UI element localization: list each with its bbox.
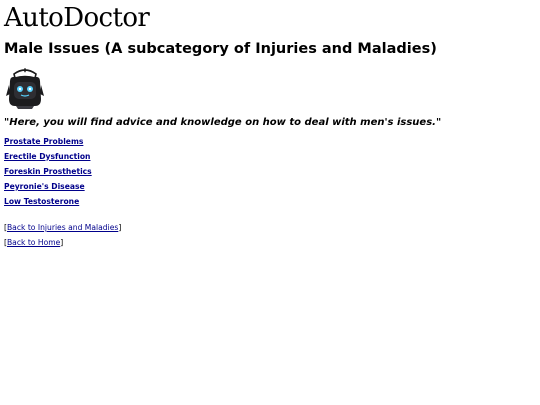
topic-link-low-testosterone[interactable]: Low Testosterone	[4, 197, 80, 206]
nav-back-home	[4, 237, 63, 249]
list-item	[4, 193, 92, 208]
list-item	[4, 178, 92, 193]
open-bracket: [	[4, 238, 7, 247]
close-bracket: ]	[118, 223, 122, 232]
nurse-robot-mascot-icon	[5, 65, 45, 109]
topic-link-peyronies-disease[interactable]: Peyronie's Disease	[4, 182, 85, 191]
close-bracket: ]	[60, 238, 64, 247]
list-item	[4, 163, 92, 178]
back-to-home-link[interactable]: Back to Home	[6, 238, 61, 247]
back-to-category-link[interactable]: Back to Injuries and Maladies	[6, 223, 119, 232]
topic-link-erectile-dysfunction[interactable]: Erectile Dysfunction	[4, 152, 91, 161]
topic-link-prostate-problems[interactable]: Prostate Problems	[4, 137, 84, 146]
open-bracket: [	[4, 223, 7, 232]
page-heading: Male Issues (A subcategory of Injuries and Maladies)	[4, 41, 437, 57]
intro-quote: "Here, you will find advice and knowledge on how to deal with men's issues."	[4, 117, 442, 128]
topic-list	[4, 133, 92, 208]
site-title: AutoDoctor	[4, 3, 150, 33]
nav-back-category	[4, 222, 121, 234]
list-item	[4, 148, 92, 163]
list-item	[4, 133, 92, 148]
topic-link-foreskin-prosthetics[interactable]: Foreskin Prosthetics	[4, 167, 92, 176]
